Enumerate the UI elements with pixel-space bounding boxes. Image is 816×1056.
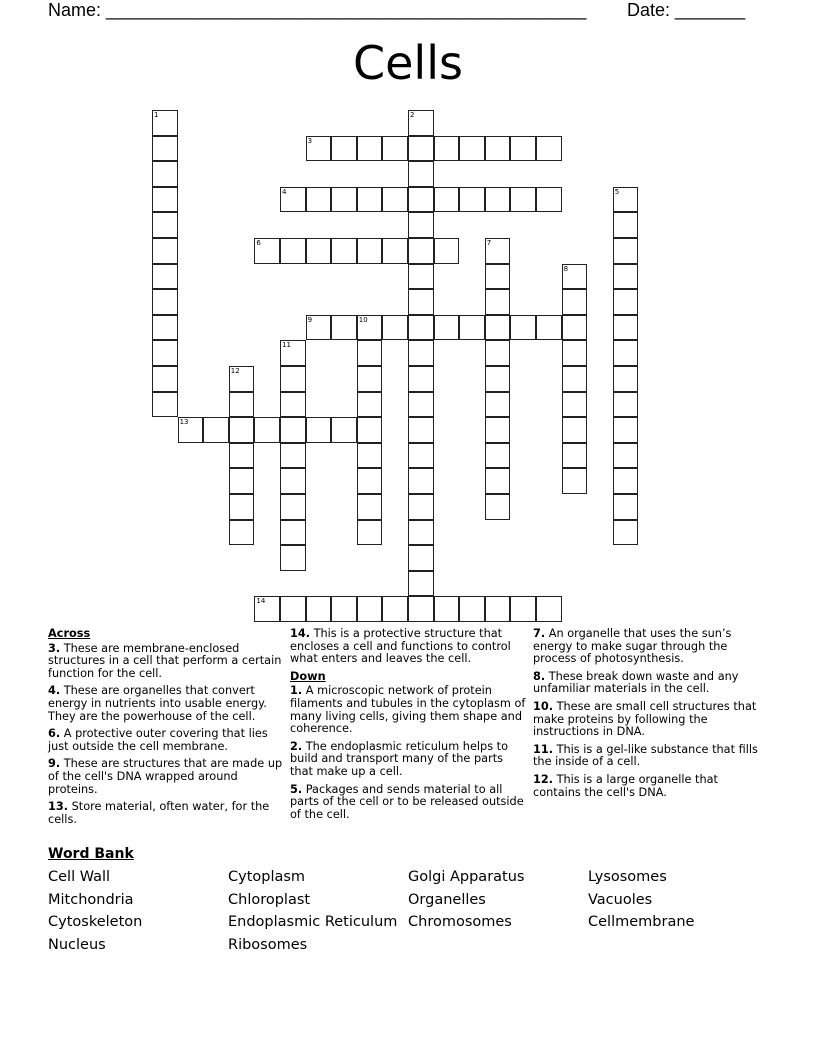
grid-cell[interactable]	[408, 340, 434, 366]
grid-cell[interactable]	[613, 340, 639, 366]
grid-cell[interactable]	[229, 443, 255, 469]
grid-cell[interactable]	[229, 417, 255, 443]
clue-down-7	[533, 628, 769, 666]
grid-cell[interactable]	[485, 392, 511, 418]
grid-cell[interactable]	[485, 136, 511, 162]
grid-cell[interactable]	[562, 340, 588, 366]
grid-cell[interactable]	[280, 494, 306, 520]
grid-cell[interactable]	[357, 187, 383, 213]
clue-number: 5.	[290, 782, 303, 796]
clue-number-label: 8	[563, 264, 569, 273]
grid-cell[interactable]	[408, 392, 434, 418]
grid-cell[interactable]	[331, 136, 357, 162]
grid-cell[interactable]	[229, 468, 255, 494]
clue-number-label: 5	[614, 187, 620, 196]
grid-cell[interactable]	[306, 596, 332, 622]
clue-number-label: 9	[307, 315, 313, 324]
grid-cell[interactable]	[178, 417, 204, 443]
grid-cell[interactable]	[408, 238, 434, 264]
clue-down-2	[290, 741, 526, 779]
grid-cell[interactable]	[434, 596, 460, 622]
grid-cell[interactable]	[331, 238, 357, 264]
clues-column-2	[290, 628, 526, 826]
grid-cell[interactable]	[408, 468, 434, 494]
clue-number: 3.	[48, 641, 61, 655]
grid-cell[interactable]	[408, 289, 434, 315]
page-title: Cells	[353, 36, 463, 90]
clue-text: This is a gel-like substance that fills the inside of a cell.	[533, 742, 758, 769]
grid-cell[interactable]	[357, 443, 383, 469]
word-bank-item: Golgi Apparatus	[408, 869, 525, 885]
word-bank-item: Cellmembrane	[588, 914, 695, 930]
word-bank-item: Mitchondria	[48, 891, 134, 908]
grid-cell[interactable]	[280, 238, 306, 264]
grid-cell[interactable]	[357, 520, 383, 546]
grid-cell[interactable]	[408, 443, 434, 469]
grid-cell[interactable]	[562, 468, 588, 494]
grid-cell[interactable]	[459, 596, 485, 622]
clue-across-6	[48, 728, 284, 753]
grid-cell[interactable]	[485, 289, 511, 315]
grid-cell[interactable]	[562, 289, 588, 315]
grid-cell[interactable]	[485, 238, 511, 264]
clue-number-label: 6	[256, 239, 261, 247]
grid-cell[interactable]	[613, 264, 639, 290]
clue-number: 2.	[290, 739, 303, 753]
clue-number: 11.	[533, 742, 554, 756]
grid-cell[interactable]	[408, 545, 434, 571]
clue-down-10	[533, 701, 769, 739]
grid-cell[interactable]	[280, 392, 306, 418]
clue-across-3	[48, 643, 284, 681]
grid-cell[interactable]	[280, 596, 306, 622]
grid-cell[interactable]	[536, 187, 562, 213]
grid-cell[interactable]	[485, 468, 511, 494]
grid-cell[interactable]	[434, 238, 460, 264]
grid-cell[interactable]	[152, 340, 178, 366]
grid-cell[interactable]	[203, 417, 229, 443]
word-bank-item: Chloroplast	[228, 891, 311, 908]
grid-cell[interactable]	[152, 315, 178, 341]
grid-cell[interactable]	[562, 443, 588, 469]
clue-text: A microscopic network of protein filaments and tubules in the cytoplasm of many living cells, giving them shape and coherence.	[290, 684, 526, 736]
grid-cell[interactable]	[562, 417, 588, 443]
clue-down-8	[533, 671, 769, 696]
grid-cell[interactable]	[485, 596, 511, 622]
word-bank-item: Vacuoles	[588, 891, 653, 908]
grid-cell[interactable]	[613, 520, 639, 546]
word-bank-item: Cell Wall	[48, 869, 111, 885]
grid-cell[interactable]	[434, 315, 460, 341]
grid-cell[interactable]	[613, 315, 639, 341]
grid-cell[interactable]	[229, 494, 255, 520]
grid-cell[interactable]	[485, 494, 511, 520]
grid-cell[interactable]	[280, 443, 306, 469]
grid-cell[interactable]	[229, 366, 255, 392]
clue-number: 8.	[533, 669, 546, 683]
grid-cell[interactable]	[536, 136, 562, 162]
crossword-grid	[152, 110, 639, 622]
grid-cell[interactable]	[459, 136, 485, 162]
clue-number-label: 4	[282, 187, 287, 196]
word-bank-heading: Word Bank	[48, 846, 134, 862]
grid-cell[interactable]	[408, 264, 434, 290]
grid-cell[interactable]	[536, 315, 562, 341]
grid-cell[interactable]	[280, 417, 306, 443]
word-bank-item: Chromosomes	[408, 914, 512, 930]
grid-cell[interactable]	[306, 187, 332, 213]
grid-cell[interactable]	[613, 392, 639, 418]
grid-cell[interactable]	[613, 468, 639, 494]
word-bank-item: Cytoplasm	[228, 869, 306, 885]
clue-across-13	[48, 801, 284, 826]
word-bank-item: Nucleus	[48, 936, 106, 953]
grid-cell[interactable]	[357, 136, 383, 162]
grid-cell[interactable]	[408, 315, 434, 341]
grid-cell[interactable]	[152, 289, 178, 315]
clue-number-label: 11	[282, 341, 291, 350]
grid-cell[interactable]	[382, 596, 408, 622]
grid-cell[interactable]	[562, 366, 588, 392]
down-heading: Down	[290, 669, 326, 683]
grid-cell[interactable]	[408, 136, 434, 162]
grid-cell[interactable]	[382, 315, 408, 341]
grid-cell[interactable]	[485, 417, 511, 443]
clue-text: The endoplasmic reticulum helps to build and transport many of the parts that make up a cell.	[290, 739, 509, 778]
grid-cell[interactable]	[408, 366, 434, 392]
grid-cell[interactable]	[152, 161, 178, 187]
grid-cell[interactable]	[434, 187, 460, 213]
clue-text: An organelle that uses the sun’s energy to make sugar through the process of photosynthesis.	[533, 627, 732, 666]
grid-cell[interactable]	[408, 187, 434, 213]
word-bank-item: Lysosomes	[588, 869, 667, 885]
clue-text: These are structures that are made up of the cell's DNA wrapped around proteins.	[48, 757, 283, 796]
clue-number-label: 3	[307, 136, 313, 145]
grid-cell[interactable]	[331, 315, 357, 341]
word-bank-item: Ribosomes	[228, 936, 308, 953]
clue-text: A protective outer covering that lies just outside the cell membrane.	[48, 727, 268, 753]
grid-cell[interactable]	[408, 212, 434, 238]
clue-across-14	[290, 628, 526, 666]
clue-down-5	[290, 784, 526, 822]
word-bank-item: Organelles	[408, 891, 486, 908]
grid-cell[interactable]	[280, 520, 306, 546]
grid-cell[interactable]	[306, 136, 332, 162]
grid-cell[interactable]	[229, 520, 255, 546]
clue-across-4	[48, 685, 284, 723]
grid-cell[interactable]	[485, 443, 511, 469]
grid-cell[interactable]	[152, 136, 178, 162]
grid-cell[interactable]	[382, 136, 408, 162]
grid-cell[interactable]	[152, 392, 178, 418]
grid-cell[interactable]	[408, 494, 434, 520]
grid-cell[interactable]	[536, 596, 562, 622]
grid-cell[interactable]	[357, 392, 383, 418]
grid-cell[interactable]	[152, 366, 178, 392]
grid-cell[interactable]	[485, 315, 511, 341]
clue-number-label: 14	[256, 597, 266, 606]
grid-cell[interactable]	[613, 417, 639, 443]
grid-cell[interactable]	[357, 596, 383, 622]
clue-text: These are small cell structures that make proteins by following the instructions in DNA.	[533, 699, 757, 739]
grid-cell[interactable]	[152, 110, 178, 136]
clues-column-1	[48, 628, 284, 831]
clue-text: These are organelles that convert energy in nutrients into usable energy. They are the powerhouse of the cell.	[48, 684, 267, 723]
grid-cell[interactable]	[280, 545, 306, 571]
grid-cell[interactable]	[280, 468, 306, 494]
grid-cell[interactable]	[357, 468, 383, 494]
grid-cell[interactable]	[485, 366, 511, 392]
grid-cell[interactable]	[510, 187, 536, 213]
clue-number: 14.	[290, 627, 311, 640]
grid-cell[interactable]	[562, 264, 588, 290]
clue-number: 9.	[48, 757, 61, 771]
grid-cell[interactable]	[613, 289, 639, 315]
grid-cell[interactable]	[152, 264, 178, 290]
grid-cell[interactable]	[459, 315, 485, 341]
clue-number-label: 12	[230, 367, 240, 375]
grid-cell[interactable]	[254, 596, 280, 622]
grid-cell[interactable]	[382, 187, 408, 213]
grid-cell[interactable]	[510, 596, 536, 622]
word-bank-item: Endoplasmic Reticulum	[228, 914, 398, 930]
clue-text: This is a protective structure that encloses a cell and functions to control what enters and leaves the cell.	[290, 627, 511, 666]
clue-number-label: 7	[486, 239, 492, 247]
grid-cell[interactable]	[357, 238, 383, 264]
name-field[interactable]: Name: ________________________________________________	[48, 0, 587, 20]
grid-cell[interactable]	[254, 417, 280, 443]
clue-number: 13.	[48, 800, 69, 814]
grid-cell[interactable]	[229, 392, 255, 418]
grid-cell[interactable]	[459, 187, 485, 213]
clue-number: 6.	[48, 727, 61, 741]
grid-cell[interactable]	[331, 596, 357, 622]
clue-down-1	[290, 685, 526, 735]
clue-number-label: 10	[358, 315, 368, 324]
grid-cell[interactable]	[613, 187, 639, 213]
clue-number: 4.	[48, 684, 61, 698]
grid-cell[interactable]	[382, 238, 408, 264]
grid-cell[interactable]	[434, 136, 460, 162]
grid-cell[interactable]	[357, 340, 383, 366]
grid-cell[interactable]	[408, 110, 434, 136]
clue-down-11	[533, 744, 769, 769]
grid-cell[interactable]	[562, 392, 588, 418]
grid-cell[interactable]	[152, 212, 178, 238]
clue-down-12	[533, 774, 769, 799]
clue-number: 12.	[533, 772, 554, 786]
grid-cell[interactable]	[485, 187, 511, 213]
clue-number: 1.	[290, 684, 303, 698]
grid-cell[interactable]	[254, 238, 280, 264]
grid-cell[interactable]	[306, 315, 332, 341]
clue-text: Store material, often water, for the cells.	[48, 800, 270, 826]
grid-cell[interactable]	[357, 417, 383, 443]
grid-cell[interactable]	[306, 238, 332, 264]
grid-cell[interactable]	[408, 571, 434, 597]
clue-text: Packages and sends material to all parts of the cell or to be released outside of the cell.	[290, 782, 524, 821]
grid-cell[interactable]	[280, 366, 306, 392]
grid-cell[interactable]	[613, 212, 639, 238]
clue-number-label: 2	[410, 111, 415, 119]
grid-cell[interactable]	[562, 315, 588, 341]
grid-cell[interactable]	[331, 417, 357, 443]
across-heading: Across	[48, 627, 91, 640]
clue-number: 10.	[533, 699, 554, 713]
clue-text: These break down waste and any unfamiliar materials in the cell.	[533, 669, 739, 696]
grid-cell[interactable]	[613, 238, 639, 264]
grid-cell[interactable]	[510, 136, 536, 162]
clue-text: This is a large organelle that contains the cell's DNA.	[533, 772, 718, 799]
grid-cell[interactable]	[613, 366, 639, 392]
grid-cell[interactable]	[613, 494, 639, 520]
grid-cell[interactable]	[152, 187, 178, 213]
date-field[interactable]: Date: _______	[627, 0, 746, 20]
grid-cell[interactable]	[152, 238, 178, 264]
grid-cell[interactable]	[485, 340, 511, 366]
grid-cell[interactable]	[613, 443, 639, 469]
clue-number: 7.	[533, 627, 546, 640]
grid-cell[interactable]	[408, 161, 434, 187]
clue-number-label: 13	[179, 418, 189, 427]
clue-text: These are membrane-enclosed structures in a cell that perform a certain function for the cell.	[48, 641, 282, 680]
clue-across-9	[48, 758, 284, 796]
grid-cell[interactable]	[357, 366, 383, 392]
grid-cell[interactable]	[510, 315, 536, 341]
grid-cell[interactable]	[331, 187, 357, 213]
grid-cell[interactable]	[408, 596, 434, 622]
word-bank	[48, 868, 768, 954]
clues-column-3	[533, 628, 769, 804]
grid-cell[interactable]	[357, 315, 383, 341]
grid-cell[interactable]	[408, 417, 434, 443]
grid-cell[interactable]	[408, 520, 434, 546]
grid-cell[interactable]	[280, 340, 306, 366]
word-bank-item: Cytoskeleton	[48, 914, 143, 930]
grid-cell[interactable]	[485, 264, 511, 290]
grid-cell[interactable]	[357, 494, 383, 520]
grid-cell[interactable]	[280, 187, 306, 213]
clue-number-label: 1	[154, 111, 159, 119]
grid-cell[interactable]	[306, 417, 332, 443]
